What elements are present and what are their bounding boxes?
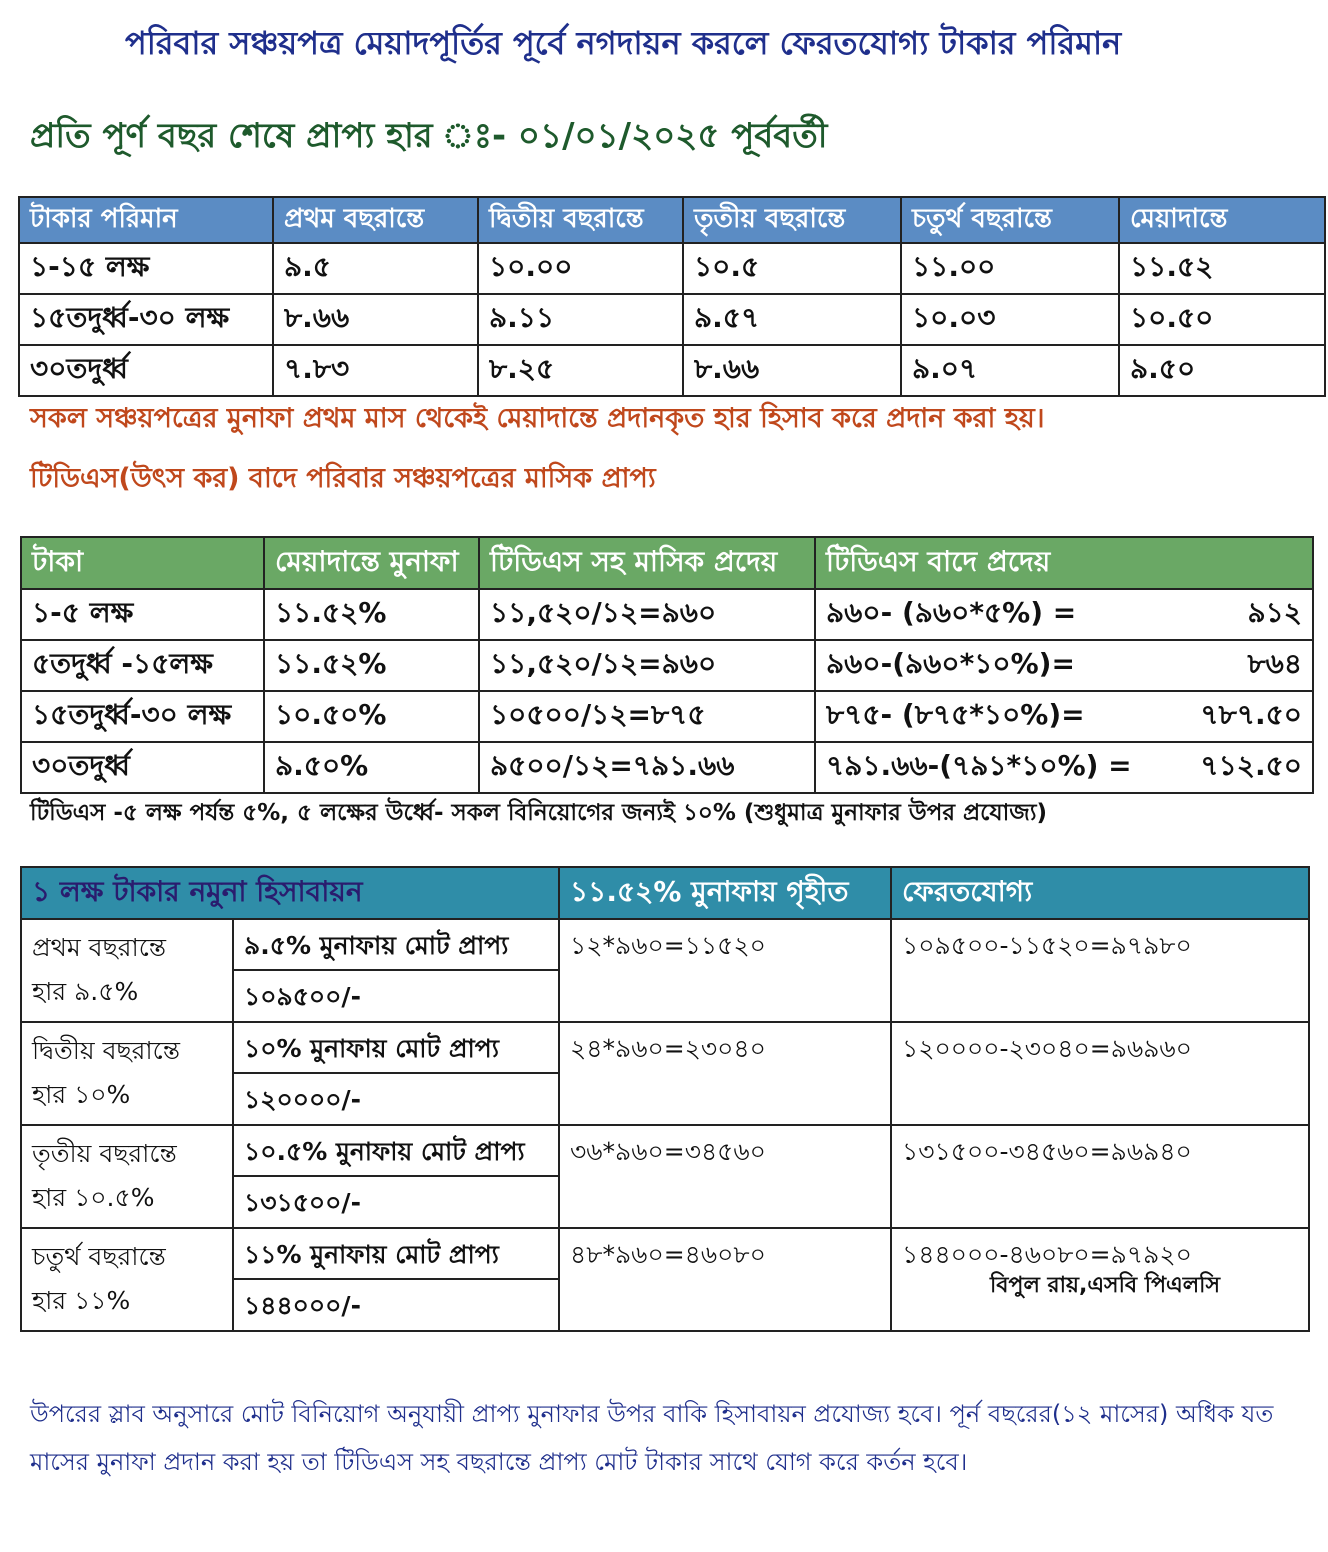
refund-cell: ১২০০০০-২৩০৪০=৯৬৯৬০ [891, 1022, 1309, 1125]
table-row [19, 243, 1325, 294]
rate-header-maturity: মেয়াদান্তে [1119, 197, 1325, 243]
tds-cell: ৩০তদুর্ধ্ব [21, 742, 264, 793]
period-label: তৃতীয় বছরান্তে [32, 1139, 177, 1168]
table-row [19, 345, 1325, 396]
tds-cell: ৯৬০- (৯৬০*৫%) = [815, 589, 1163, 640]
rate-header-year2: দ্বিতীয় বছরান্তে [478, 197, 683, 243]
tds-cell: ৭১২.৫০ [1163, 742, 1313, 793]
sample-table-header [21, 867, 1309, 919]
sample-header-refund: ফেরতযোগ্য [891, 867, 1309, 919]
tds-header-without-tds: টিডিএস বাদে প্রদেয় [815, 537, 1313, 589]
tds-cell: ৫তদুর্ধ্ব -১৫লক্ষ [21, 640, 264, 691]
tds-cell: ৭৮৭.৫০ [1163, 691, 1313, 742]
tds-section-heading: টিডিএস(উৎস কর) বাদে পরিবার সঞ্চয়পত্রের মাসিক প্রাপ্য [30, 463, 656, 494]
tds-header-amount: টাকা [21, 537, 264, 589]
period-rate: হার ৯.৫% [32, 977, 139, 1006]
received-cell: ২৪*৯৬০=২৩০৪০ [559, 1022, 891, 1125]
tds-header-with-tds: টিডিএস সহ মাসিক প্রদেয় [479, 537, 815, 589]
tds-table-header [21, 537, 1313, 589]
total-label: ১০.৫% মুনাফায় মোট প্রাপ্য [233, 1125, 559, 1176]
period-rate: হার ১১% [32, 1286, 131, 1315]
rate-cell: ৯.১১ [478, 294, 683, 345]
tds-cell: ১০৫০০/১২=৮৭৫ [479, 691, 815, 742]
table-row [21, 691, 1313, 742]
total-label: ৯.৫% মুনাফায় মোট প্রাপ্য [233, 919, 559, 970]
tds-cell: ১১,৫২০/১২=৯৬০ [479, 589, 815, 640]
tds-cell: ১১,৫২০/১২=৯৬০ [479, 640, 815, 691]
rate-cell: ১১.০০ [901, 243, 1119, 294]
rate-table [18, 196, 1326, 397]
period-label: প্রথম বছরান্তে [32, 933, 167, 962]
rate-cell: ৯.৫ [273, 243, 478, 294]
period-rate: হার ১০% [32, 1080, 131, 1109]
signature: বিপুল রায়,এসবি পিএলসি [990, 1273, 1220, 1298]
tds-cell: ১-৫ লক্ষ [21, 589, 264, 640]
total-value: ১৩১৫০০/- [233, 1176, 559, 1228]
tds-table [20, 536, 1314, 794]
table-row [21, 919, 1309, 970]
tds-cell: ৮৭৫- (৮৭৫*১০%)= [815, 691, 1163, 742]
rate-cell: ১০.৫ [683, 243, 901, 294]
tds-rule-note: টিডিএস -৫ লক্ষ পর্যন্ত ৫%, ৫ লক্ষের উর্ধ্বে- সকল বিনিয়োগের জন্যই ১০% (শুধুমাত্র মুনাফার উপর প্রযোজ্য) [30, 800, 1048, 826]
rate-header-year4: চতুর্থ বছরান্তে [901, 197, 1119, 243]
table-row [21, 1125, 1309, 1176]
tds-cell: ১৫তদুর্ধ্ব-৩০ লক্ষ [21, 691, 264, 742]
rate-cell: ৯.০৭ [901, 345, 1119, 396]
period-cell [21, 919, 233, 1022]
rate-cell: ১০.০০ [478, 243, 683, 294]
rate-cell: ১-১৫ লক্ষ [19, 243, 273, 294]
tds-header-maturity-profit: মেয়াদান্তে মুনাফা [264, 537, 479, 589]
received-cell: ১২*৯৬০=১১৫২০ [559, 919, 891, 1022]
rate-table-header [19, 197, 1325, 243]
table-row [19, 294, 1325, 345]
tds-cell: ৭৯১.৬৬-(৭৯১*১০%) = [815, 742, 1163, 793]
table-row [21, 640, 1313, 691]
total-value: ১২০০০০/- [233, 1073, 559, 1125]
rate-cell: ৮.৬৬ [273, 294, 478, 345]
period-cell [21, 1228, 233, 1331]
total-label: ১১% মুনাফায় মোট প্রাপ্য [233, 1228, 559, 1279]
refund-cell: ১৩১৫০০-৩৪৫৬০=৯৬৯৪০ [891, 1125, 1309, 1228]
rate-cell: ৮.২৫ [478, 345, 683, 396]
received-cell: ৩৬*৯৬০=৩৪৫৬০ [559, 1125, 891, 1228]
tds-cell: ১১.৫২% [264, 640, 479, 691]
rate-cell: ৭.৮৩ [273, 345, 478, 396]
rate-header-amount: টাকার পরিমান [19, 197, 273, 243]
page-subtitle: প্রতি পূর্ণ বছর শেষে প্রাপ্য হার ঃ- ০১/০১/২০২৫ পূর্ববর্তী [30, 116, 828, 156]
total-value: ১০৯৫০০/- [233, 970, 559, 1022]
rate-cell: ১১.৫২ [1119, 243, 1325, 294]
refund-cell: ১০৯৫০০-১১৫২০=৯৭৯৮০ [891, 919, 1309, 1022]
tds-cell: ১০.৫০% [264, 691, 479, 742]
tds-cell: ৮৬৪ [1163, 640, 1313, 691]
period-cell [21, 1022, 233, 1125]
tds-cell: ৯৫০০/১২=৭৯১.৬৬ [479, 742, 815, 793]
rate-header-year1: প্রথম বছরান্তে [273, 197, 478, 243]
rate-cell: ১৫তদুর্ধ্ব-৩০ লক্ষ [19, 294, 273, 345]
rate-cell: ৩০তদুর্ধ্ব [19, 345, 273, 396]
sample-header-received: ১১.৫২% মুনাফায় গৃহীত [559, 867, 891, 919]
tds-cell: ১১.৫২% [264, 589, 479, 640]
table-row [21, 1022, 1309, 1073]
page-title: পরিবার সঞ্চয়পত্র মেয়াদপূর্তির পূর্বে নগদায়ন করলে ফেরতযোগ্য টাকার পরিমান [125, 24, 1122, 62]
table-row [21, 742, 1313, 793]
sample-table [20, 866, 1310, 1332]
period-label: চতুর্থ বছরান্তে [32, 1242, 166, 1271]
period-label: দ্বিতীয় বছরান্তে [32, 1036, 180, 1065]
refund-cell: ১৪৪০০০-৪৬০৮০=৯৭৯২০ [891, 1228, 1309, 1331]
period-cell [21, 1125, 233, 1228]
rate-cell: ৯.৫০ [1119, 345, 1325, 396]
sample-header-title: ১ লক্ষ টাকার নমুনা হিসাবায়ন [21, 867, 559, 919]
table-row [21, 589, 1313, 640]
rate-cell: ১০.৫০ [1119, 294, 1325, 345]
tds-cell: ৯.৫০% [264, 742, 479, 793]
rate-cell: ১০.০৩ [901, 294, 1119, 345]
received-cell: ৪৮*৯৬০=৪৬০৮০ [559, 1228, 891, 1331]
rate-header-year3: তৃতীয় বছরান্তে [683, 197, 901, 243]
total-label: ১০% মুনাফায় মোট প্রাপ্য [233, 1022, 559, 1073]
profit-note: সকল সঞ্চয়পত্রের মুনাফা প্রথম মাস থেকেই মেয়াদান্তে প্রদানকৃত হার হিসাব করে প্রদান করা হয়। [30, 403, 1045, 434]
tds-cell: ৯১২ [1163, 589, 1313, 640]
rate-cell: ৯.৫৭ [683, 294, 901, 345]
tds-cell: ৯৬০-(৯৬০*১০%)= [815, 640, 1163, 691]
period-rate: হার ১০.৫% [32, 1183, 155, 1212]
total-value: ১৪৪০০০/- [233, 1279, 559, 1331]
rate-cell: ৮.৬৬ [683, 345, 901, 396]
footer-note: উপরের স্লাব অনুসারে মোট বিনিয়োগ অনুযায়ী প্রাপ্য মুনাফার উপর বাকি হিসাবায়ন প্রযোজ্য হবে। পূর্ন বছরের(১২ মাসের) অধিক যত মাসের মুনাফা প্রদান করা হয় তা টিডিএস সহ বছরান্তে প্রাপ্য মোট টাকার সাথে যোগ করে কর্তন হবে। [30, 1400, 1274, 1476]
